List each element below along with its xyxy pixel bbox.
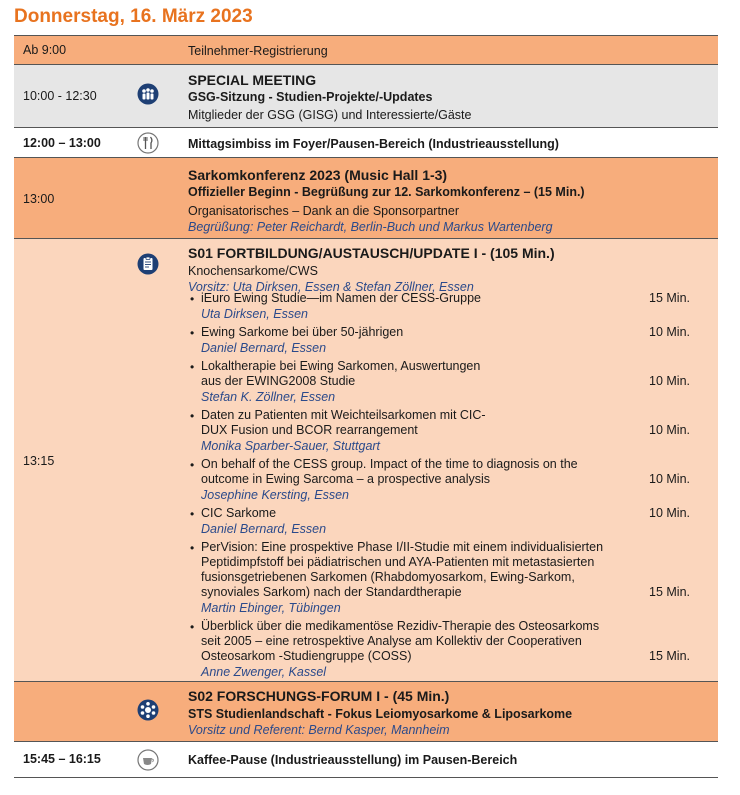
session-chair: Vorsitz: Uta Dirksen, Essen & Stefan Zöllner, Essen	[188, 280, 474, 294]
session-title: S01 FORTBILDUNG/AUSTAUSCH/UPDATE I - (105 Min.)	[188, 245, 555, 261]
agenda-row-s02	[14, 682, 718, 742]
people-group-icon	[137, 83, 159, 105]
row-time: 15:45 – 16:15	[23, 752, 101, 766]
session-title: S02 FORSCHUNGS-FORUM I - (45 Min.)	[188, 688, 450, 704]
talk-duration: 15 Min.	[649, 585, 690, 599]
cutlery-icon	[137, 132, 159, 154]
talk-title: On behalf of the CESS group. Impact of the time to diagnosis on the outcome in Ewing Sarcoma – a prospective analysis	[201, 457, 578, 486]
list-item: • CIC Sarkome Daniel Bernard, Essen 10 Min.	[188, 506, 708, 537]
talk-title: iEuro Ewing Studie—im Namen der CESS-Gruppe	[201, 291, 481, 305]
talk-list	[188, 291, 708, 683]
session-note: Organisatorisches – Dank an die Sponsorpartner	[188, 204, 459, 218]
agenda-row-lunch	[14, 128, 718, 158]
talk-title: PerVision: Eine prospektive Phase I/II-Studie mit einem individualisierten Peptidimpfstoff bei pädiatrischen und AYA-Patienten mit metastasierten fusionsgetriebenen Sarkomen (Rhabdomyosarkom, Ewing-Sarkom, synoviales Sarkom) nach der Standardtherapie	[201, 540, 604, 599]
talk-duration: 15 Min.	[649, 291, 690, 305]
row-title: Mittagsimbiss im Foyer/Pausen-Bereich (Industrieausstellung)	[188, 137, 559, 151]
session-speakers: Begrüßung: Peter Reichardt, Berlin-Buch und Markus Wartenberg	[188, 220, 553, 234]
agenda-row-opening	[14, 158, 718, 239]
agenda-row-special-meeting	[14, 65, 718, 128]
session-subtitle: Offizieller Beginn - Begrüßung zur 12. Sarkomkonferenz – (15 Min.)	[188, 185, 585, 199]
talk-duration: 10 Min.	[649, 374, 690, 388]
talk-speaker: Stefan K. Zöllner, Essen	[201, 390, 336, 404]
session-subtitle: GSG-Sitzung - Studien-Projekte/-Updates	[188, 90, 433, 104]
list-item: • Ewing Sarkome bei über 50-jährigen Daniel Bernard, Essen 10 Min.	[188, 325, 708, 356]
list-item: • On behalf of the CESS group. Impact of the time to diagnosis on the outcome in Ewing Sarcoma – a prospective analysis Josephine Kersting, Essen 10 Min.	[188, 457, 708, 503]
talk-duration: 10 Min.	[649, 472, 690, 486]
talk-speaker: Anne Zwenger, Kassel	[201, 665, 327, 679]
list-item: • PerVision: Eine prospektive Phase I/II-Studie mit einem individualisierten Peptidimpfstoff bei pädiatrischen und AYA-Patienten mit metastasierten fusionsgetriebenen Sarkomen (Rhabdomyosarkom, Ewing-Sarkom, synoviales Sarkom) nach der Standardtherapie Martin Ebinger, Tübingen 15 Min.	[188, 540, 708, 616]
agenda-row-registration	[14, 35, 718, 65]
list-item: • Überblick über die medikamentöse Rezidiv-Therapie des Osteosarkoms seit 2005 – eine retrospektive Analyse am Kollektiv der Cooperativen Osteosarkom -Studiengruppe (COSS) Anne Zwenger, Kassel 15 Min.	[188, 619, 708, 680]
clipboard-icon	[137, 253, 159, 275]
row-title: Kaffee-Pause (Industrieausstellung) im Pausen-Bereich	[188, 753, 518, 767]
talk-speaker: Daniel Bernard, Essen	[201, 341, 327, 355]
network-icon	[137, 699, 159, 721]
row-time: 10:00 - 12:30	[23, 89, 97, 103]
talk-speaker: Martin Ebinger, Tübingen	[201, 601, 341, 615]
agenda-row-coffee	[14, 742, 718, 778]
talk-duration: 15 Min.	[649, 649, 690, 663]
session-title: SPECIAL MEETING	[188, 72, 317, 88]
talk-title: Ewing Sarkome bei über 50-jährigen	[201, 325, 404, 339]
row-time: 13:00	[23, 192, 55, 206]
talk-duration: 10 Min.	[649, 325, 690, 339]
session-subtitle: STS Studienlandschaft - Fokus Leiomyosarkome & Liposarkome	[188, 707, 573, 721]
row-time: 13:15	[23, 454, 55, 468]
list-item: • iEuro Ewing Studie—im Namen der CESS-Gruppe Uta Dirksen, Essen 15 Min.	[188, 291, 708, 322]
row-time: 12:00 – 13:00	[23, 136, 101, 150]
list-item: • Daten zu Patienten mit Weichteilsarkomen mit CIC-DUX Fusion und BCOR rearrangement Monika Sparber-Sauer, Stuttgart 10 Min.	[188, 408, 708, 454]
talk-duration: 10 Min.	[649, 506, 690, 520]
session-title: Sarkomkonferenz 2023 (Music Hall 1-3)	[188, 167, 448, 183]
talk-speaker: Daniel Bernard, Essen	[201, 522, 327, 536]
talk-speaker: Monika Sparber-Sauer, Stuttgart	[201, 439, 381, 453]
talk-title: CIC Sarkome	[201, 506, 277, 520]
session-subtitle: Knochensarkome/CWS	[188, 264, 318, 278]
row-time: Ab 9:00	[23, 43, 67, 57]
page-title: Donnerstag, 16. März 2023	[14, 6, 253, 27]
session-note: Mitglieder der GSG (GISG) und Interessierte/Gäste	[188, 108, 472, 122]
row-title: Teilnehmer-Registrierung	[188, 44, 328, 58]
talk-title: Daten zu Patienten mit Weichteilsarkomen mit CIC-DUX Fusion und BCOR rearrangement	[201, 408, 486, 437]
coffee-cup-icon	[137, 749, 159, 771]
talk-speaker: Uta Dirksen, Essen	[201, 307, 308, 321]
agenda-row-s01	[14, 239, 718, 682]
talk-speaker: Josephine Kersting, Essen	[201, 488, 350, 502]
session-chair: Vorsitz und Referent: Bernd Kasper, Mannheim	[188, 723, 450, 737]
talk-title: Überblick über die medikamentöse Rezidiv-Therapie des Osteosarkoms seit 2005 – eine retrospektive Analyse am Kollektiv der Cooperativen Osteosarkom -Studiengruppe (COSS)	[201, 619, 600, 663]
talk-title: Lokaltherapie bei Ewing Sarkomen, Auswertungen aus der EWING2008 Studie	[201, 359, 481, 388]
list-item: • Lokaltherapie bei Ewing Sarkomen, Auswertungen aus der EWING2008 Studie Stefan K. Zöllner, Essen 10 Min.	[188, 359, 708, 405]
talk-duration: 10 Min.	[649, 423, 690, 437]
